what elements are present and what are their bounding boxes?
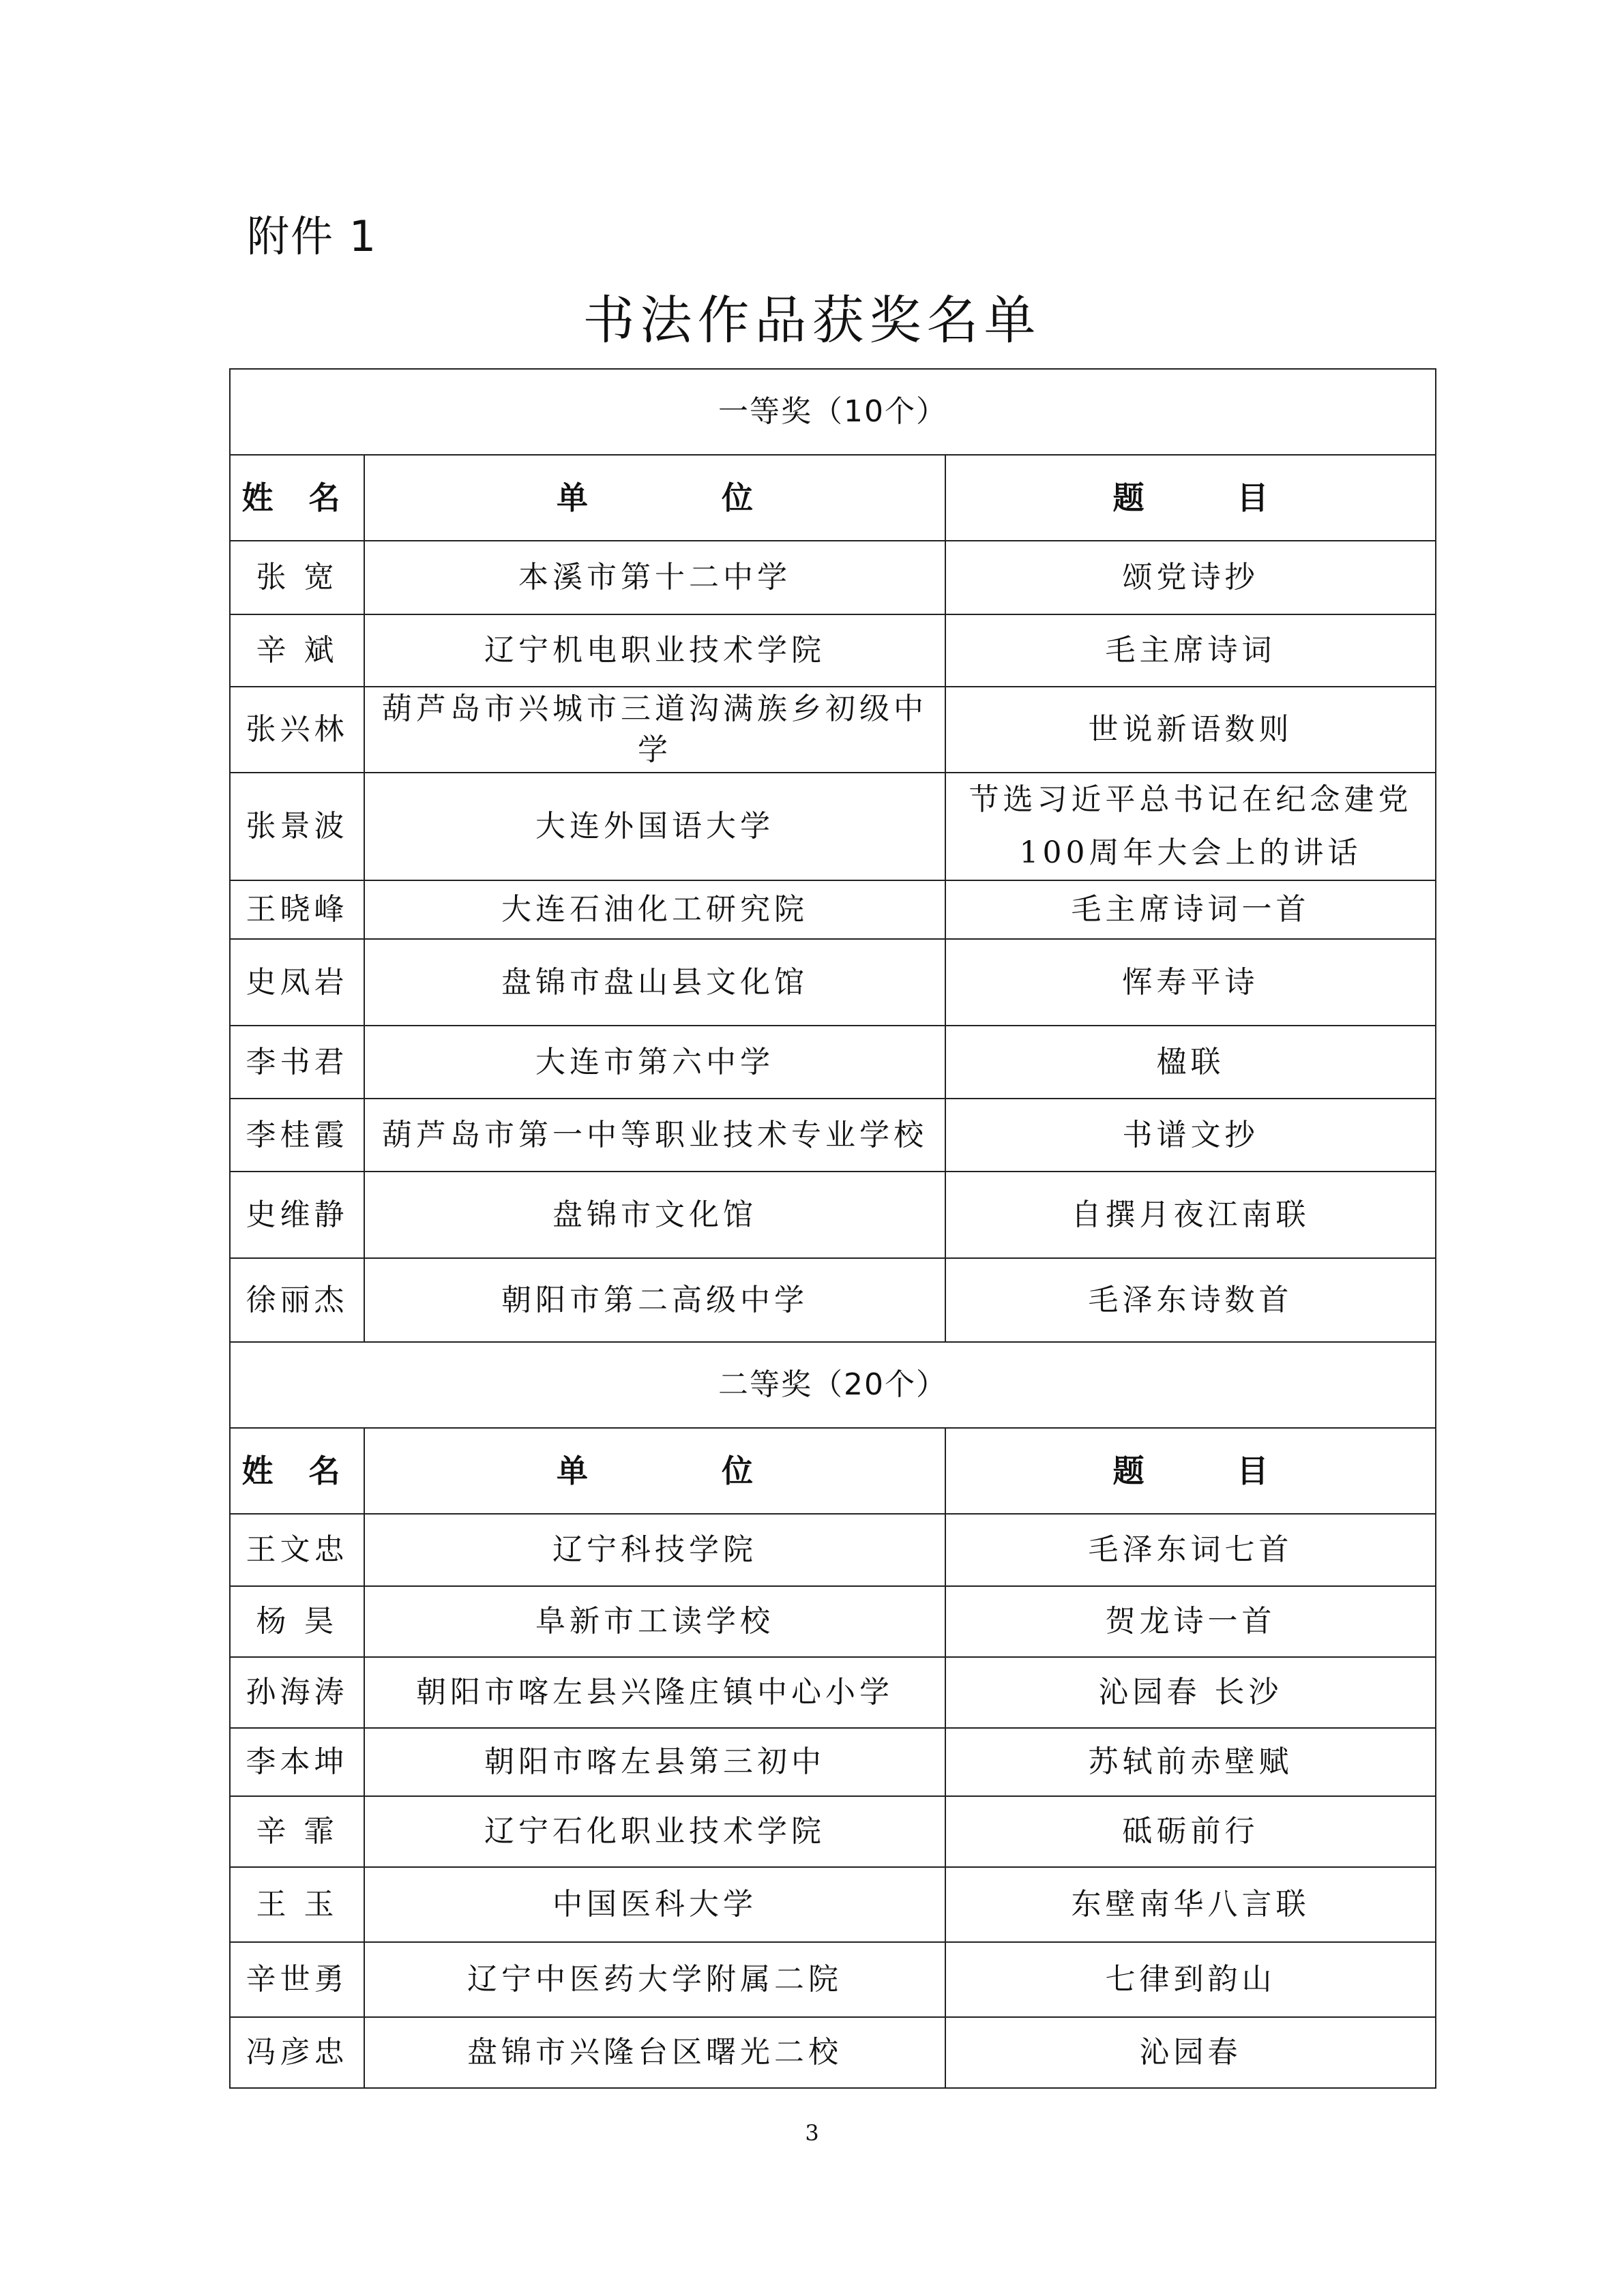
cell-title: 恽寿平诗 [945,939,1436,1026]
table-row [230,1586,1436,1657]
cell-title: 节选习近平总书记在纪念建党100周年大会上的讲话 [945,773,1436,880]
cell-name: 史维静 [230,1172,364,1258]
document-title: 书法作品获奖名单 [582,290,1042,351]
cell-unit: 盘锦市盘山县文化馆 [364,939,945,1026]
cell-unit: 盘锦市兴隆台区曙光二校 [364,2017,945,2088]
table-row [230,1026,1436,1099]
cell-unit: 盘锦市文化馆 [364,1172,945,1258]
cell-unit: 大连市第六中学 [364,1026,945,1099]
table-row [230,880,1436,939]
cell-unit: 朝阳市喀左县兴隆庄镇中心小学 [364,1657,945,1728]
cell-name: 杨 昊 [230,1586,364,1657]
cell-name: 王文忠 [230,1514,364,1586]
cell-name: 孙海涛 [230,1657,364,1728]
cell-title: 苏轼前赤壁赋 [945,1728,1436,1796]
cell-unit: 朝阳市第二高级中学 [364,1258,945,1342]
cell-name: 张兴林 [230,687,364,773]
table-row [230,541,1436,614]
cell-title: 世说新语数则 [945,687,1436,773]
cell-name: 王晓峰 [230,880,364,939]
cell-name: 史凤岩 [230,939,364,1026]
cell-name: 辛世勇 [230,1942,364,2017]
cell-title: 沁园春 [945,2017,1436,2088]
cell-name: 张 宽 [230,541,364,614]
cell-title: 书谱文抄 [945,1099,1436,1172]
section-header-row [230,369,1436,455]
table-row [230,773,1436,880]
section-title-second-prize: 二等奖（20个） [230,1342,1436,1428]
cell-unit: 大连石油化工研究院 [364,880,945,939]
cell-unit: 辽宁机电职业技术学院 [364,614,945,687]
cell-unit: 辽宁科技学院 [364,1514,945,1586]
table-row [230,1867,1436,1942]
column-header-row [230,455,1436,541]
table-row [230,1657,1436,1728]
column-header-name: 姓 名 [230,1428,364,1514]
cell-name: 李桂霞 [230,1099,364,1172]
table-row [230,1514,1436,1586]
cell-unit: 中国医科大学 [364,1867,945,1942]
cell-title: 毛泽东词七首 [945,1514,1436,1586]
cell-unit: 阜新市工读学校 [364,1586,945,1657]
column-header-unit: 单 位 [364,455,945,541]
cell-title: 自撰月夜江南联 [945,1172,1436,1258]
cell-name: 李书君 [230,1026,364,1099]
cell-unit: 大连外国语大学 [364,773,945,880]
cell-name: 张景波 [230,773,364,880]
cell-title: 毛泽东诗数首 [945,1258,1436,1342]
cell-unit: 本溪市第十二中学 [364,541,945,614]
column-header-title: 题 目 [945,455,1436,541]
cell-unit: 辽宁石化职业技术学院 [364,1796,945,1867]
cell-unit: 朝阳市喀左县第三初中 [364,1728,945,1796]
cell-title: 沁园春 长沙 [945,1657,1436,1728]
table-row [230,687,1436,773]
cell-unit: 辽宁中医药大学附属二院 [364,1942,945,2017]
table-row [230,2017,1436,2088]
cell-title: 毛主席诗词一首 [945,880,1436,939]
column-header-name: 姓 名 [230,455,364,541]
table-row [230,1099,1436,1172]
cell-name: 王 玉 [230,1867,364,1942]
column-header-unit: 单 位 [364,1428,945,1514]
table-row [230,1258,1436,1342]
cell-name: 辛 斌 [230,614,364,687]
attachment-label: 附件 1 [247,211,378,261]
cell-title: 砥砺前行 [945,1796,1436,1867]
cell-title: 贺龙诗一首 [945,1586,1436,1657]
section-header-row [230,1342,1436,1428]
table-row [230,1796,1436,1867]
page-number: 3 [805,2120,819,2146]
table-row [230,1942,1436,2017]
cell-name: 冯彦忠 [230,2017,364,2088]
column-header-row [230,1428,1436,1514]
cell-title: 东壁南华八言联 [945,1867,1436,1942]
section-title-first-prize: 一等奖（10个） [230,369,1436,455]
table-row [230,614,1436,687]
cell-title: 颂党诗抄 [945,541,1436,614]
cell-unit: 葫芦岛市第一中等职业技术专业学校 [364,1099,945,1172]
cell-title: 楹联 [945,1026,1436,1099]
award-table [229,368,1436,2089]
table-row [230,1728,1436,1796]
cell-unit: 葫芦岛市兴城市三道沟满族乡初级中学 [364,687,945,773]
table-row [230,1172,1436,1258]
cell-name: 徐丽杰 [230,1258,364,1342]
cell-title: 毛主席诗词 [945,614,1436,687]
table-row [230,939,1436,1026]
cell-name: 李本坤 [230,1728,364,1796]
cell-name: 辛 霏 [230,1796,364,1867]
cell-title: 七律到韵山 [945,1942,1436,2017]
column-header-title: 题 目 [945,1428,1436,1514]
